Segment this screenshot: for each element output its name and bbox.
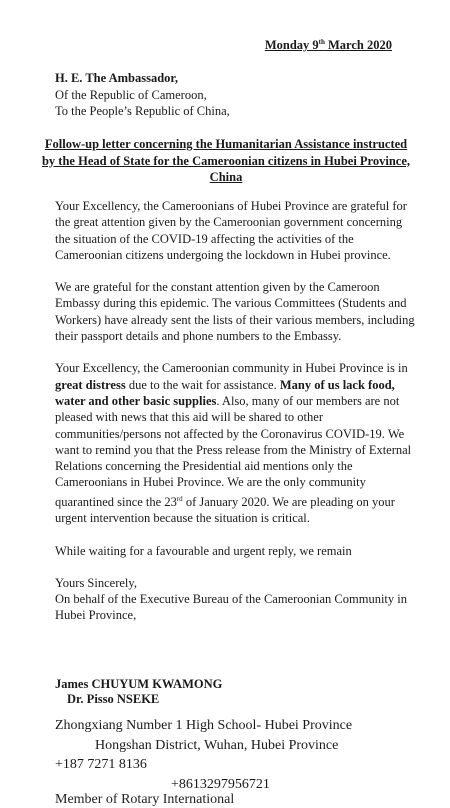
signatory-name-1: James CHUYUM KWAMONG <box>55 677 223 691</box>
contact-partial-line: Member of Rotary International <box>55 792 235 807</box>
paragraph-gratitude-embassy: We are grateful for the constant attention given by the Cameroon Embassy during this epidemic. The various Committees (Students and Workers) have already sent the lists of their various members, including their passport details and phone numbers to the Embassy. <box>55 280 415 344</box>
contact-phone-1: +187 7271 8136 <box>55 757 147 772</box>
letter-body <box>55 198 415 640</box>
emphasis-great-distress: great distress <box>55 377 126 392</box>
addressee-country: To the People’s Republic of China, <box>55 104 230 118</box>
paragraph-distress: Your Excellency, the Cameroonian community in Hubei Province is in great distress due to the wait for assistance. Many of us lack food, water and other basic supplies. Also, many of our members are not pleased with news that this aid will be shared to other communities/persons not affected by the Coronavirus COVID-19. We want to remind you that the Press release from the Ministry of External Relations concerning the Presidential aid mentions only the Cameroonians in Hubei Province. We are the only community quarantined since the 23rd of January 2020. We are pleading on your urgent intervention because the situation is critical. <box>55 361 412 526</box>
signatories-block <box>55 677 222 707</box>
closing-on-behalf: On behalf of the Executive Bureau of the Cameroonian Community in Hubei Province, <box>55 592 407 623</box>
letter-subject: Follow-up letter concerning the Humanitarian Assistance instructed by the Head of State for the Cameroonian citizens in Hubei Province, China <box>41 137 411 184</box>
paragraph-closing <box>55 575 415 624</box>
emphasis-lack-supplies: Many of us lack food, water and other basic supplies <box>55 377 395 408</box>
paragraph-gratitude-government: Your Excellency, the Cameroonians of Hubei Province are grateful for the great attention given by the Cameroonian government concerning the situation of the COVID-19 affecting the activities of the Cameroonian citizens undergoing the lockdown in Hubei province. <box>55 199 407 262</box>
contact-school: Zhongxiang Number 1 High School- Hubei Province <box>55 718 353 733</box>
contact-phone-2: +8613297956721 <box>171 776 270 792</box>
date-ordinal: th <box>318 38 325 46</box>
letter-date <box>265 38 392 53</box>
contact-district: Hongshan District, Wuhan, Hubei Province <box>95 737 339 753</box>
date-day: Monday 9 <box>264 38 319 53</box>
addressee-block <box>55 70 230 120</box>
addressee-title: H. E. The Ambassador, <box>55 71 178 85</box>
addressee-republic: Of the Republic of Cameroon, <box>55 87 207 102</box>
closing-salutation: Yours Sincerely, <box>55 575 137 590</box>
paragraph-waiting: While waiting for a favourable and urgent reply, we remain <box>55 543 352 558</box>
date-month-year: March 2020 <box>324 38 392 53</box>
contact-block <box>55 716 352 794</box>
signatory-name-2: Dr. Pisso NSEKE <box>67 692 160 706</box>
